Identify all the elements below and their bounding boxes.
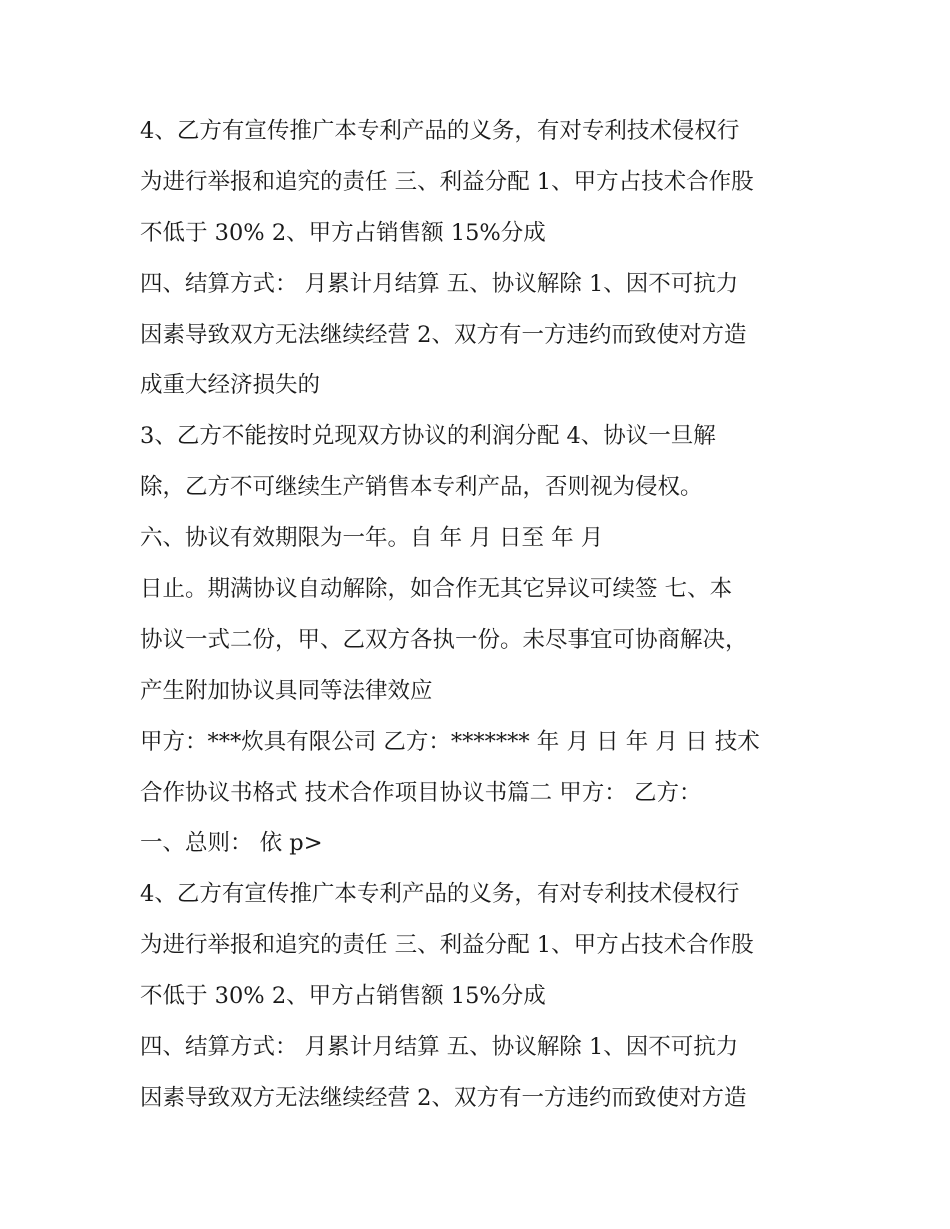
document-body [140, 106, 820, 1124]
text-line: 甲方：***炊具有限公司 乙方：******* 年 月 日 年 月 日 技术 [140, 728, 760, 755]
text-line: 四、结算方式： 月累计月结算 五、协议解除 1、因不可抗力 [140, 1034, 739, 1061]
text-line: 产生附加协议具同等法律效应 [140, 677, 433, 704]
text-line: 为进行举报和追究的责任 三、利益分配 1、甲方占技术合作股 [140, 932, 754, 959]
text-line: 4、乙方有宣传推广本专利产品的义务，有对专利技术侵权行 [140, 118, 740, 144]
text-line: 协议一式二份，甲、乙双方各执一份。未尽事宜可协商解决， [140, 626, 748, 653]
text-line: 四、结算方式： 月累计月结算 五、协议解除 1、因不可抗力 [140, 270, 739, 297]
text-line: 合作协议书格式 技术合作项目协议书篇二 甲方： 乙方： [140, 779, 702, 806]
text-line: 不低于 30% 2、甲方占销售额 15%分成 [140, 219, 546, 246]
text-line: 不低于 30% 2、甲方占销售额 15%分成 [140, 983, 546, 1010]
text-line: 因素导致双方无法继续经营 2、双方有一方违约而致使对方造 [140, 321, 747, 348]
text-line: 一、总则： 依 p> [140, 830, 323, 857]
text-line: 成重大经济损失的 [140, 372, 321, 399]
text-line: 除，乙方不可继续生产销售本专利产品，否则视为侵权。 [140, 474, 703, 501]
text-line: 六、协议有效期限为一年。自 年 月 日至 年 月 [140, 525, 604, 552]
text-line: 日止。期满协议自动解除，如合作无其它异议可续签 七、本 [140, 576, 733, 603]
text-line: 3、乙方不能按时兑现双方协议的利润分配 4、协议一旦解 [140, 423, 716, 450]
text-line: 因素导致双方无法继续经营 2、双方有一方违约而致使对方造 [140, 1084, 747, 1111]
text-line: 为进行举报和追究的责任 三、利益分配 1、甲方占技术合作股 [140, 168, 754, 195]
text-line: 4、乙方有宣传推广本专利产品的义务，有对专利技术侵权行 [140, 881, 740, 908]
